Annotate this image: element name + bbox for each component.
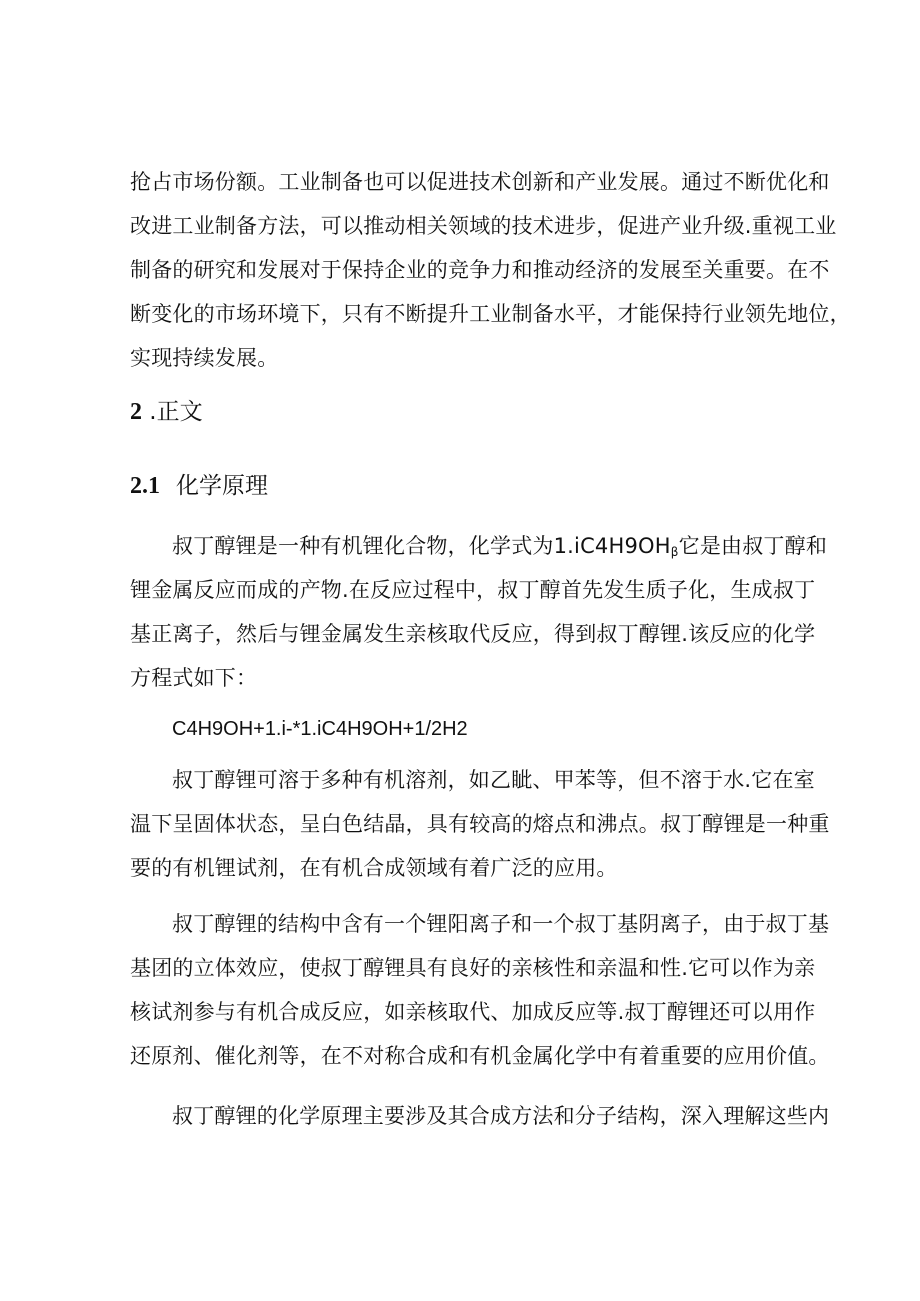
principle-paragraph — [130, 524, 828, 700]
text-line: 要的有机锂试剂，在有机合成领域有着广泛的应用。 — [130, 856, 618, 880]
text-line: 基正离子，然后与锂金属发生亲核取代反应，得到叔丁醇锂.该反应的化学 — [130, 622, 816, 646]
text-line: 叔丁醇锂的结构中含有一个锂阳离子和一个叔丁基阴离子，由于叔丁基 — [172, 912, 830, 936]
solubility-paragraph — [130, 758, 830, 890]
text-line: 抢占市场份额。工业制备也可以促进技术创新和产业发展。通过不断优化和 — [130, 170, 830, 194]
text-line: 还原剂、催化剂等，在不对称合成和有机金属化学中有着重要的应用价值。 — [130, 1044, 830, 1068]
subsection-title: 化学原理 — [176, 473, 268, 499]
text-line: 改进工业制备方法，可以推动相关领域的技术进步，促进产业升级.重视工业 — [130, 214, 837, 238]
subsection-number: 2.1 — [130, 473, 160, 499]
text-line: 核试剂参与有机合成反应，如亲核取代、加成反应等.叔丁醇锂还可以用作 — [130, 1000, 816, 1024]
text-line: 叔丁醇锂的化学原理主要涉及其合成方法和分子结构，深入理解这些内 — [172, 1104, 830, 1128]
text-line — [130, 524, 828, 568]
subscript-char: β — [670, 545, 679, 559]
text-line: 实现持续发展。 — [130, 346, 279, 370]
intro-paragraph — [130, 160, 851, 380]
structure-paragraph — [130, 902, 830, 1078]
text-line: 制备的研究和发展对于保持企业的竞争力和推动经济的发展至关重要。在不 — [130, 258, 830, 282]
text-line: 锂金属反应而成的产物.在反应过程中，叔丁醇首先发生质子化，生成叔丁 — [130, 578, 816, 602]
text-line: 叔丁醇锂可溶于多种有机溶剂，如乙眦、甲苯等，但不溶于水.它在室 — [172, 768, 815, 792]
section-number: 2 — [130, 399, 142, 425]
text-line: 基团的立体效应，使叔丁醇锂具有良好的亲核性和亲温和性.它可以作为亲 — [130, 956, 816, 980]
chemical-equation: C4H9OH+1.i-*1.iC4H9OH+1/2H2 — [172, 718, 468, 740]
text-line: 方程式如下： — [130, 666, 258, 690]
text-line: 断变化的市场环境下，只有不断提升工业制备水平，才能保持行业领先地位， — [130, 302, 851, 326]
section-title: .正文 — [142, 399, 203, 425]
subsection-heading — [130, 466, 268, 506]
section-heading — [130, 392, 203, 432]
text-line: 温下呈固体状态，呈白色结晶，具有较高的熔点和沸点。叔丁醇锂是一种重 — [130, 812, 830, 836]
text-run: 它是由叔丁醇和 — [678, 534, 828, 558]
text-run: 叔丁醇锂是一种有机锂化合物，化学式为1.iC4H9OH — [172, 534, 671, 558]
summary-paragraph — [130, 1094, 830, 1138]
